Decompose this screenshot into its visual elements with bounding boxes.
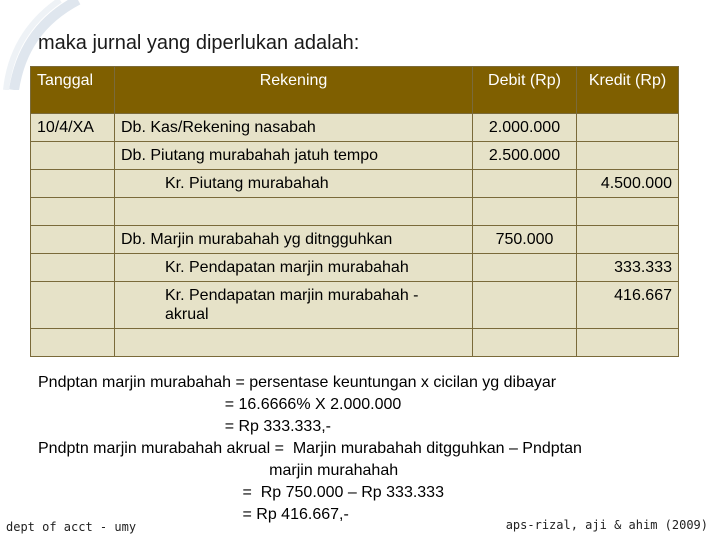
cell-debit (473, 254, 577, 282)
cell-account (115, 329, 473, 357)
cell-credit: 4.500.000 (577, 170, 679, 198)
table-row (31, 198, 679, 226)
note-line: = 16.6666% X 2.000.000 (38, 396, 402, 413)
cell-account: Db. Piutang murabahah jatuh tempo (115, 142, 473, 170)
cell-credit (577, 142, 679, 170)
note-line: = Rp 416.667,- (38, 506, 349, 523)
header-date: Tanggal (31, 67, 115, 114)
cell-credit (577, 114, 679, 142)
cell-credit: 333.333 (577, 254, 679, 282)
header-credit: Kredit (Rp) (577, 67, 679, 114)
cell-account: Kr. Pendapatan marjin murabahah - akrual (115, 282, 473, 329)
cell-date (31, 226, 115, 254)
cell-credit (577, 198, 679, 226)
slide-title: maka jurnal yang diperlukan adalah: (38, 32, 360, 54)
cell-debit (473, 282, 577, 329)
note-line: marjin murahahah (38, 462, 399, 479)
cell-account: Db. Kas/Rekening nasabah (115, 114, 473, 142)
cell-account: Kr. Piutang murabahah (115, 170, 473, 198)
note-line: Pndptan marjin murabahah = persentase keuntungan x cicilan yg dibayar (38, 374, 557, 391)
cell-debit (473, 198, 577, 226)
cell-date (31, 142, 115, 170)
cell-debit: 2.500.000 (473, 142, 577, 170)
table-row (31, 142, 679, 170)
cell-credit: 416.667 (577, 282, 679, 329)
cell-date (31, 329, 115, 357)
cell-date (31, 282, 115, 329)
cell-account (115, 198, 473, 226)
cell-debit (473, 329, 577, 357)
footer-left: dept of acct - umy (6, 520, 137, 534)
note-line: = Rp 333.333,- (38, 418, 331, 435)
header-debit: Debit (Rp) (473, 67, 577, 114)
cell-debit (473, 170, 577, 198)
note-line: = Rp 750.000 – Rp 333.333 (38, 484, 444, 501)
table-row (31, 170, 679, 198)
note-line: Pndptn marjin murabahah akrual = Marjin murabahah ditgguhkan – Pndptan (38, 440, 582, 457)
header-account: Rekening (115, 67, 473, 114)
footer-right: aps-rizal, aji & ahim (2009) (505, 518, 708, 532)
cell-debit: 2.000.000 (473, 114, 577, 142)
cell-date (31, 198, 115, 226)
table-row (31, 226, 679, 254)
cell-debit: 750.000 (473, 226, 577, 254)
table-row (31, 114, 679, 142)
calculation-notes (38, 372, 718, 526)
table-row (31, 329, 679, 357)
cell-date (31, 170, 115, 198)
cell-date (31, 254, 115, 282)
table-header-row (31, 67, 679, 114)
table-row (31, 254, 679, 282)
cell-credit (577, 329, 679, 357)
table-row (31, 282, 679, 329)
cell-account: Kr. Pendapatan marjin murabahah (115, 254, 473, 282)
cell-credit (577, 226, 679, 254)
cell-account: Db. Marjin murabahah yg ditngguhkan (115, 226, 473, 254)
journal-table (30, 66, 679, 357)
cell-date: 10/4/XA (31, 114, 115, 142)
